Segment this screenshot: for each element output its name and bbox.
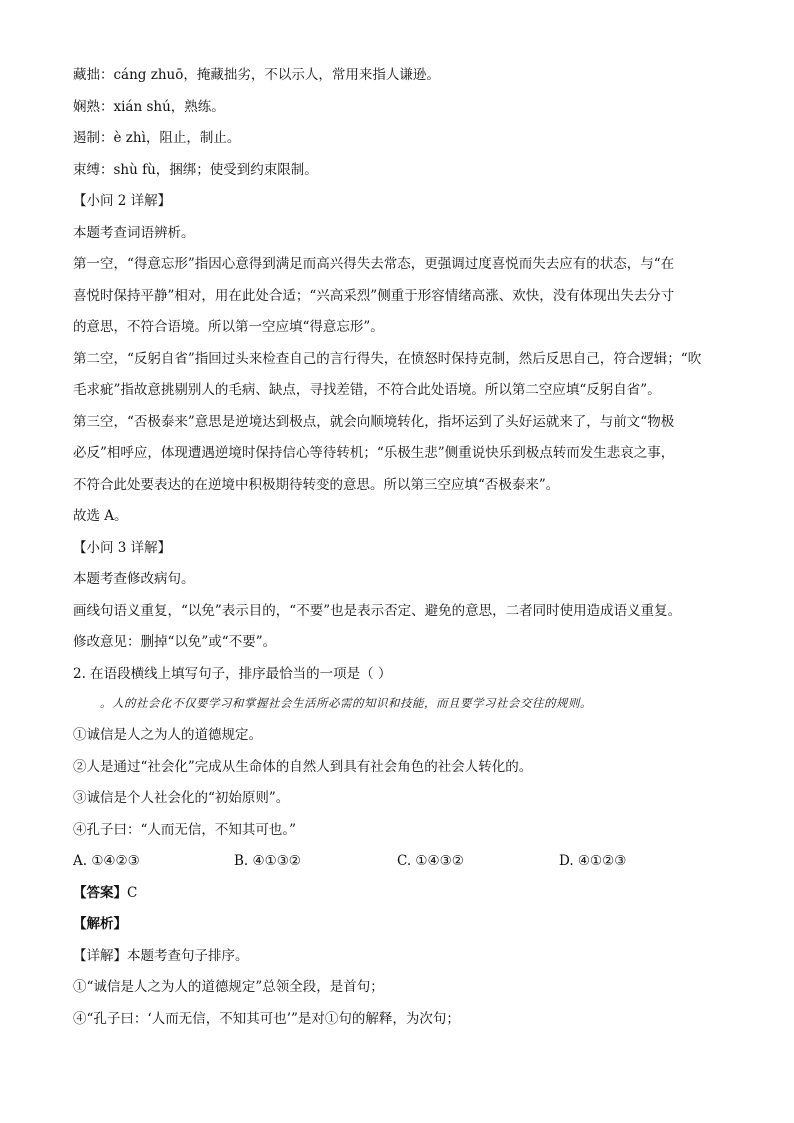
sentence-item: ②人是通过“社会化”完成从生命体的自然人到具有社会角色的社会人转化的。 [73,759,533,775]
question-stem: 2. 在语段横线上填写句子，排序最恰当的一项是（ ） [73,666,392,682]
section-header-q3: 【小问 3 详解】 [73,540,172,556]
option-b: B. ④①③② [234,853,301,869]
detail-text: 本题考查句子排序。 [127,948,249,964]
sentence-item: ①诚信是人之为人的道德规定。 [73,727,262,743]
section-intro-q2: 本题考查词语辨析。 [73,225,195,241]
analysis-line: ①“诚信是人之为人的道德规定”总领全段，是首句； [73,979,384,995]
section-intro-q3: 本题考查修改病句。 [73,571,195,587]
option-a: A. ①④②③ [73,853,140,869]
analysis-line: ④“孔子曰：‘人而无信，不知其可也’”是对①句的解释，为次句； [73,1011,460,1027]
answer-label: 【答案】 [73,885,127,901]
paragraph-line: 第三空，“否极泰来”意思是逆境达到极点，就会向顺境转化，指坏运到了头好运就来了，与前文“物极 [73,414,675,430]
vocab-line: 娴熟：xián shú，熟练。 [73,99,225,115]
vocab-line: 束缚：shù fù，捆绑；使受到约束限制。 [73,162,318,178]
paragraph-line: 不符合此处要表达的在逆境中积极期待转变的意思。所以第三空应填“否极泰来”。 [73,477,560,493]
sentence-item: ③诚信是个人社会化的“初始原则”。 [73,790,290,806]
detail-label: 【详解】 [73,948,127,964]
question-passage: 。人的社会化不仅要学习和掌握社会生活所必需的知识和技能，而且要学习社会交往的规则。 [100,696,592,710]
detail-line [73,947,249,965]
analysis-label: 【解析】 [73,916,127,932]
sentence-item: ④孔子曰：“人而无信，不知其可也。” [73,822,297,838]
option-d: D. ④①②③ [559,853,627,869]
section-header-q2: 【小问 2 详解】 [73,193,172,209]
paragraph-line: 必反”相呼应，体现遭遇逆境时保持信心等待转机；“乐极生悲”侧重说快乐到极点转而发生悲哀之事， [73,445,675,461]
paragraph-line: 第二空，“反躬自省”指回过头来检查自己的言行得失，在愤怒时保持克制，然后反思自己，符合逻辑；“吹 [73,351,702,367]
answer-line [73,884,137,902]
option-c: C. ①④③② [397,853,464,869]
paragraph-line: 第一空，“得意忘形”指因心意得到满足而高兴得失去常态，更强调过度喜悦而失去应有的状态，与“在 [73,256,675,272]
vocab-line: 藏拙：cáng zhuō，掩藏拙劣，不以示人，常用来指人谦逊。 [73,67,440,83]
paragraph-line: 的意思，不符合语境。所以第一空应填“得意忘形”。 [73,319,384,335]
paragraph-line: 毛求疵”指故意挑剔别人的毛病、缺点，寻找差错，不符合此处语境。所以第二空应填“反躬自省”。 [73,382,661,398]
paragraph-line: 修改意见：删掉“以免”或“不要”。 [73,634,277,650]
vocab-line: 遏制：è zhì，阻止，制止。 [73,130,241,146]
answer-conclusion: 故选 A。 [73,508,128,524]
paragraph-line: 画线句语义重复，“以免”表示目的，“不要”也是表示否定、避免的意思，二者同时使用造成语义重复。 [73,603,682,619]
paragraph-line: 喜悦时保持平静”相对，用在此处合适；“兴高采烈”侧重于形容情绪高涨、欢快，没有体现出失去分寸 [73,288,675,304]
answer-value: C [127,885,138,901]
